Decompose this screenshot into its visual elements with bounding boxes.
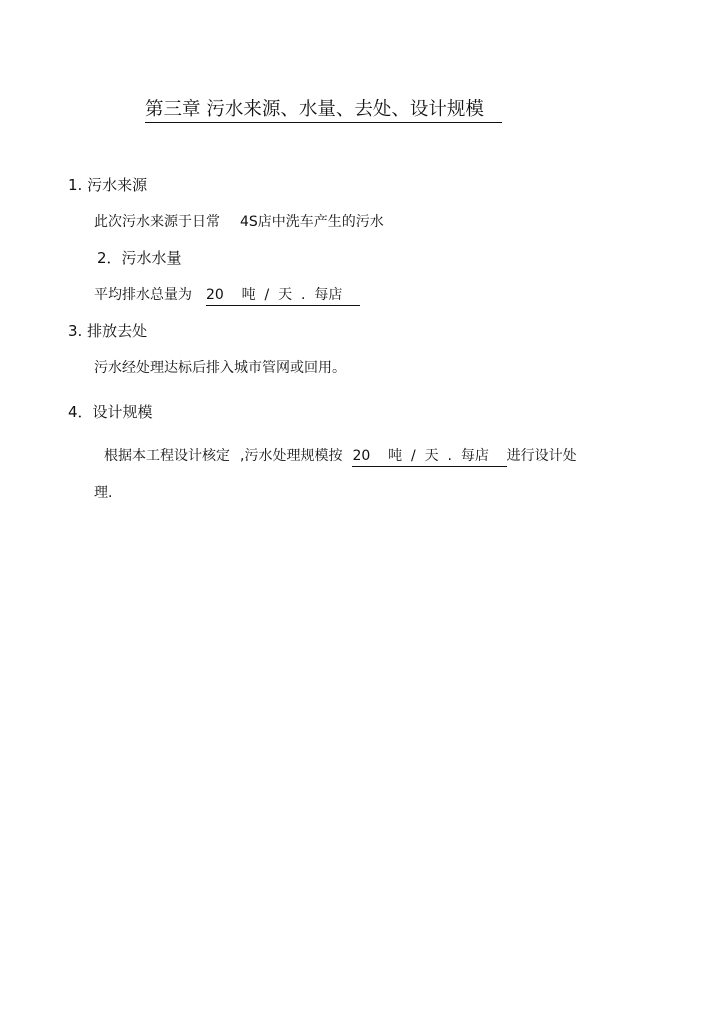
section-1-text (94, 213, 384, 231)
section-4-part-a: 根据本工程设计核定 (104, 448, 230, 464)
section-1-text-part-a: 此次污水来源于日常 (94, 214, 220, 230)
section-2-heading: 2．污水水量 (97, 249, 182, 267)
section-2-amount: 20 吨 / 天 . 每店 (206, 286, 360, 306)
section-4-part-c: 进行设计处 (506, 448, 577, 464)
section-4-text-continued: 理. (94, 485, 113, 501)
section-4-part-b: ,污水处理规模按 (240, 448, 343, 464)
section-3-heading: 3. 排放去处 (68, 322, 148, 340)
section-2-text (94, 286, 360, 306)
section-4-amount: 20 吨 / 天 . 每店 (352, 447, 506, 467)
section-1-text-part-b: 4S店中洗车产生的污水 (240, 214, 384, 230)
section-4-heading: 4．设计规模 (68, 403, 153, 421)
section-4-text (104, 447, 577, 467)
section-2-prefix: 平均排水总量为 (94, 287, 192, 303)
section-1-heading: 1. 污水来源 (68, 176, 148, 194)
section-3-text: 污水经处理达标后排入城市管网或回用。 (94, 360, 346, 376)
chapter-title: 第三章 污水来源、水量、去处、设计规模 (145, 98, 502, 123)
